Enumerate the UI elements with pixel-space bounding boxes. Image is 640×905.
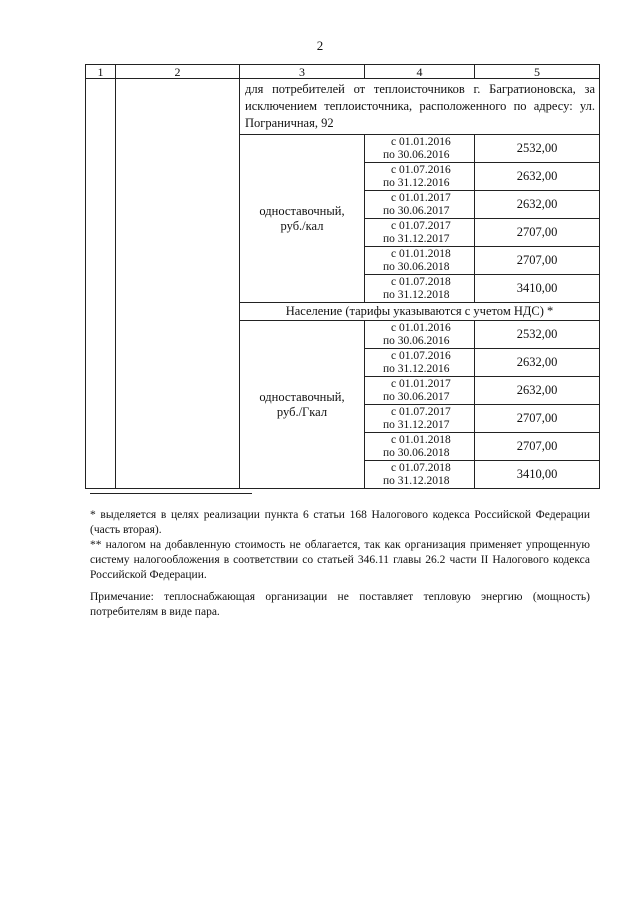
price-cell: 3410,00 [475,275,600,303]
period-cell [365,405,475,433]
period-cell [365,163,475,191]
price-cell: 2532,00 [475,321,600,349]
period-start: с 01.01.2017 [391,191,451,204]
remark: Примечание: теплоснабжающая организации не поставляет тепловую энергию (мощность) потребителям в виде пара. [90,591,590,618]
period-start: с 01.07.2017 [391,405,451,418]
period-end: по 30.06.2018 [383,446,450,459]
period-start: с 01.07.2018 [391,461,451,474]
column-header: 3 [240,65,365,79]
section-title: Население (тарифы указываются с учетом НДС) * [240,303,600,321]
price-cell: 2707,00 [475,433,600,461]
period-start: с 01.01.2018 [391,247,451,260]
period-start: с 01.01.2016 [391,135,451,148]
period-cell [365,275,475,303]
period-start: с 01.07.2017 [391,219,451,232]
period-start: с 01.07.2018 [391,275,451,288]
period-cell [365,377,475,405]
period-end: по 30.06.2017 [383,204,450,217]
footnote-2: ** налогом на добавленную стоимость не облагается, так как организация применяет упрощенную систему налогообложения в соответствии со статьей 346.11 главы 26.2 части II Налогового кодекса Российской Федерации. [90,539,590,581]
table-header-row [86,65,600,79]
column-header: 1 [86,65,116,79]
footnote-separator [90,493,252,494]
price-cell: 3410,00 [475,461,600,489]
period-start: с 01.07.2016 [391,349,451,362]
page-number: 2 [316,38,324,53]
price-cell: 2632,00 [475,349,600,377]
period-end: по 31.12.2018 [383,288,450,301]
period-end: по 31.12.2018 [383,474,450,487]
price-cell: 2707,00 [475,405,600,433]
column-header: 4 [365,65,475,79]
period-end: по 30.06.2016 [383,334,450,347]
rate-type-label: одноставочный, [259,389,345,404]
period-start: с 01.01.2016 [391,321,451,334]
period-end: по 30.06.2017 [383,390,450,403]
price-cell: 2707,00 [475,247,600,275]
period-start: с 01.01.2018 [391,433,451,446]
column-2-cell [116,79,240,489]
period-start: с 01.01.2017 [391,377,451,390]
period-cell [365,219,475,247]
tariff-table [85,64,600,489]
price-cell: 2707,00 [475,219,600,247]
consumer-group-description: для потребителей от теплоисточников г. Багратионовска, за исключением теплоисточника, расположенного по адресу: ул. Пограничная, 92 [240,79,600,135]
price-cell: 2632,00 [475,163,600,191]
rate-type-label: одноставочный, [259,203,345,218]
column-header: 2 [116,65,240,79]
period-cell [365,321,475,349]
period-end: по 31.12.2016 [383,362,450,375]
price-cell: 2632,00 [475,191,600,219]
period-end: по 31.12.2017 [383,232,450,245]
period-end: по 30.06.2018 [383,260,450,273]
footnotes [90,508,590,583]
period-end: по 31.12.2017 [383,418,450,431]
period-cell [365,135,475,163]
rate-unit-label: руб./кал [280,218,324,233]
period-end: по 31.12.2016 [383,176,450,189]
period-cell [365,349,475,377]
period-cell [365,461,475,489]
period-start: с 01.07.2016 [391,163,451,176]
rate-type-cell [240,135,365,303]
price-cell: 2532,00 [475,135,600,163]
footnote-1: * выделяется в целях реализации пункта 6 статьи 168 Налогового кодекса Российской Федерации (часть вторая). [90,509,590,536]
period-cell [365,247,475,275]
column-1-cell [86,79,116,489]
period-cell [365,191,475,219]
period-end: по 30.06.2016 [383,148,450,161]
price-cell: 2632,00 [475,377,600,405]
rate-type-cell [240,321,365,489]
column-header: 5 [475,65,600,79]
period-cell [365,433,475,461]
rate-unit-label: руб./Гкал [276,404,328,419]
